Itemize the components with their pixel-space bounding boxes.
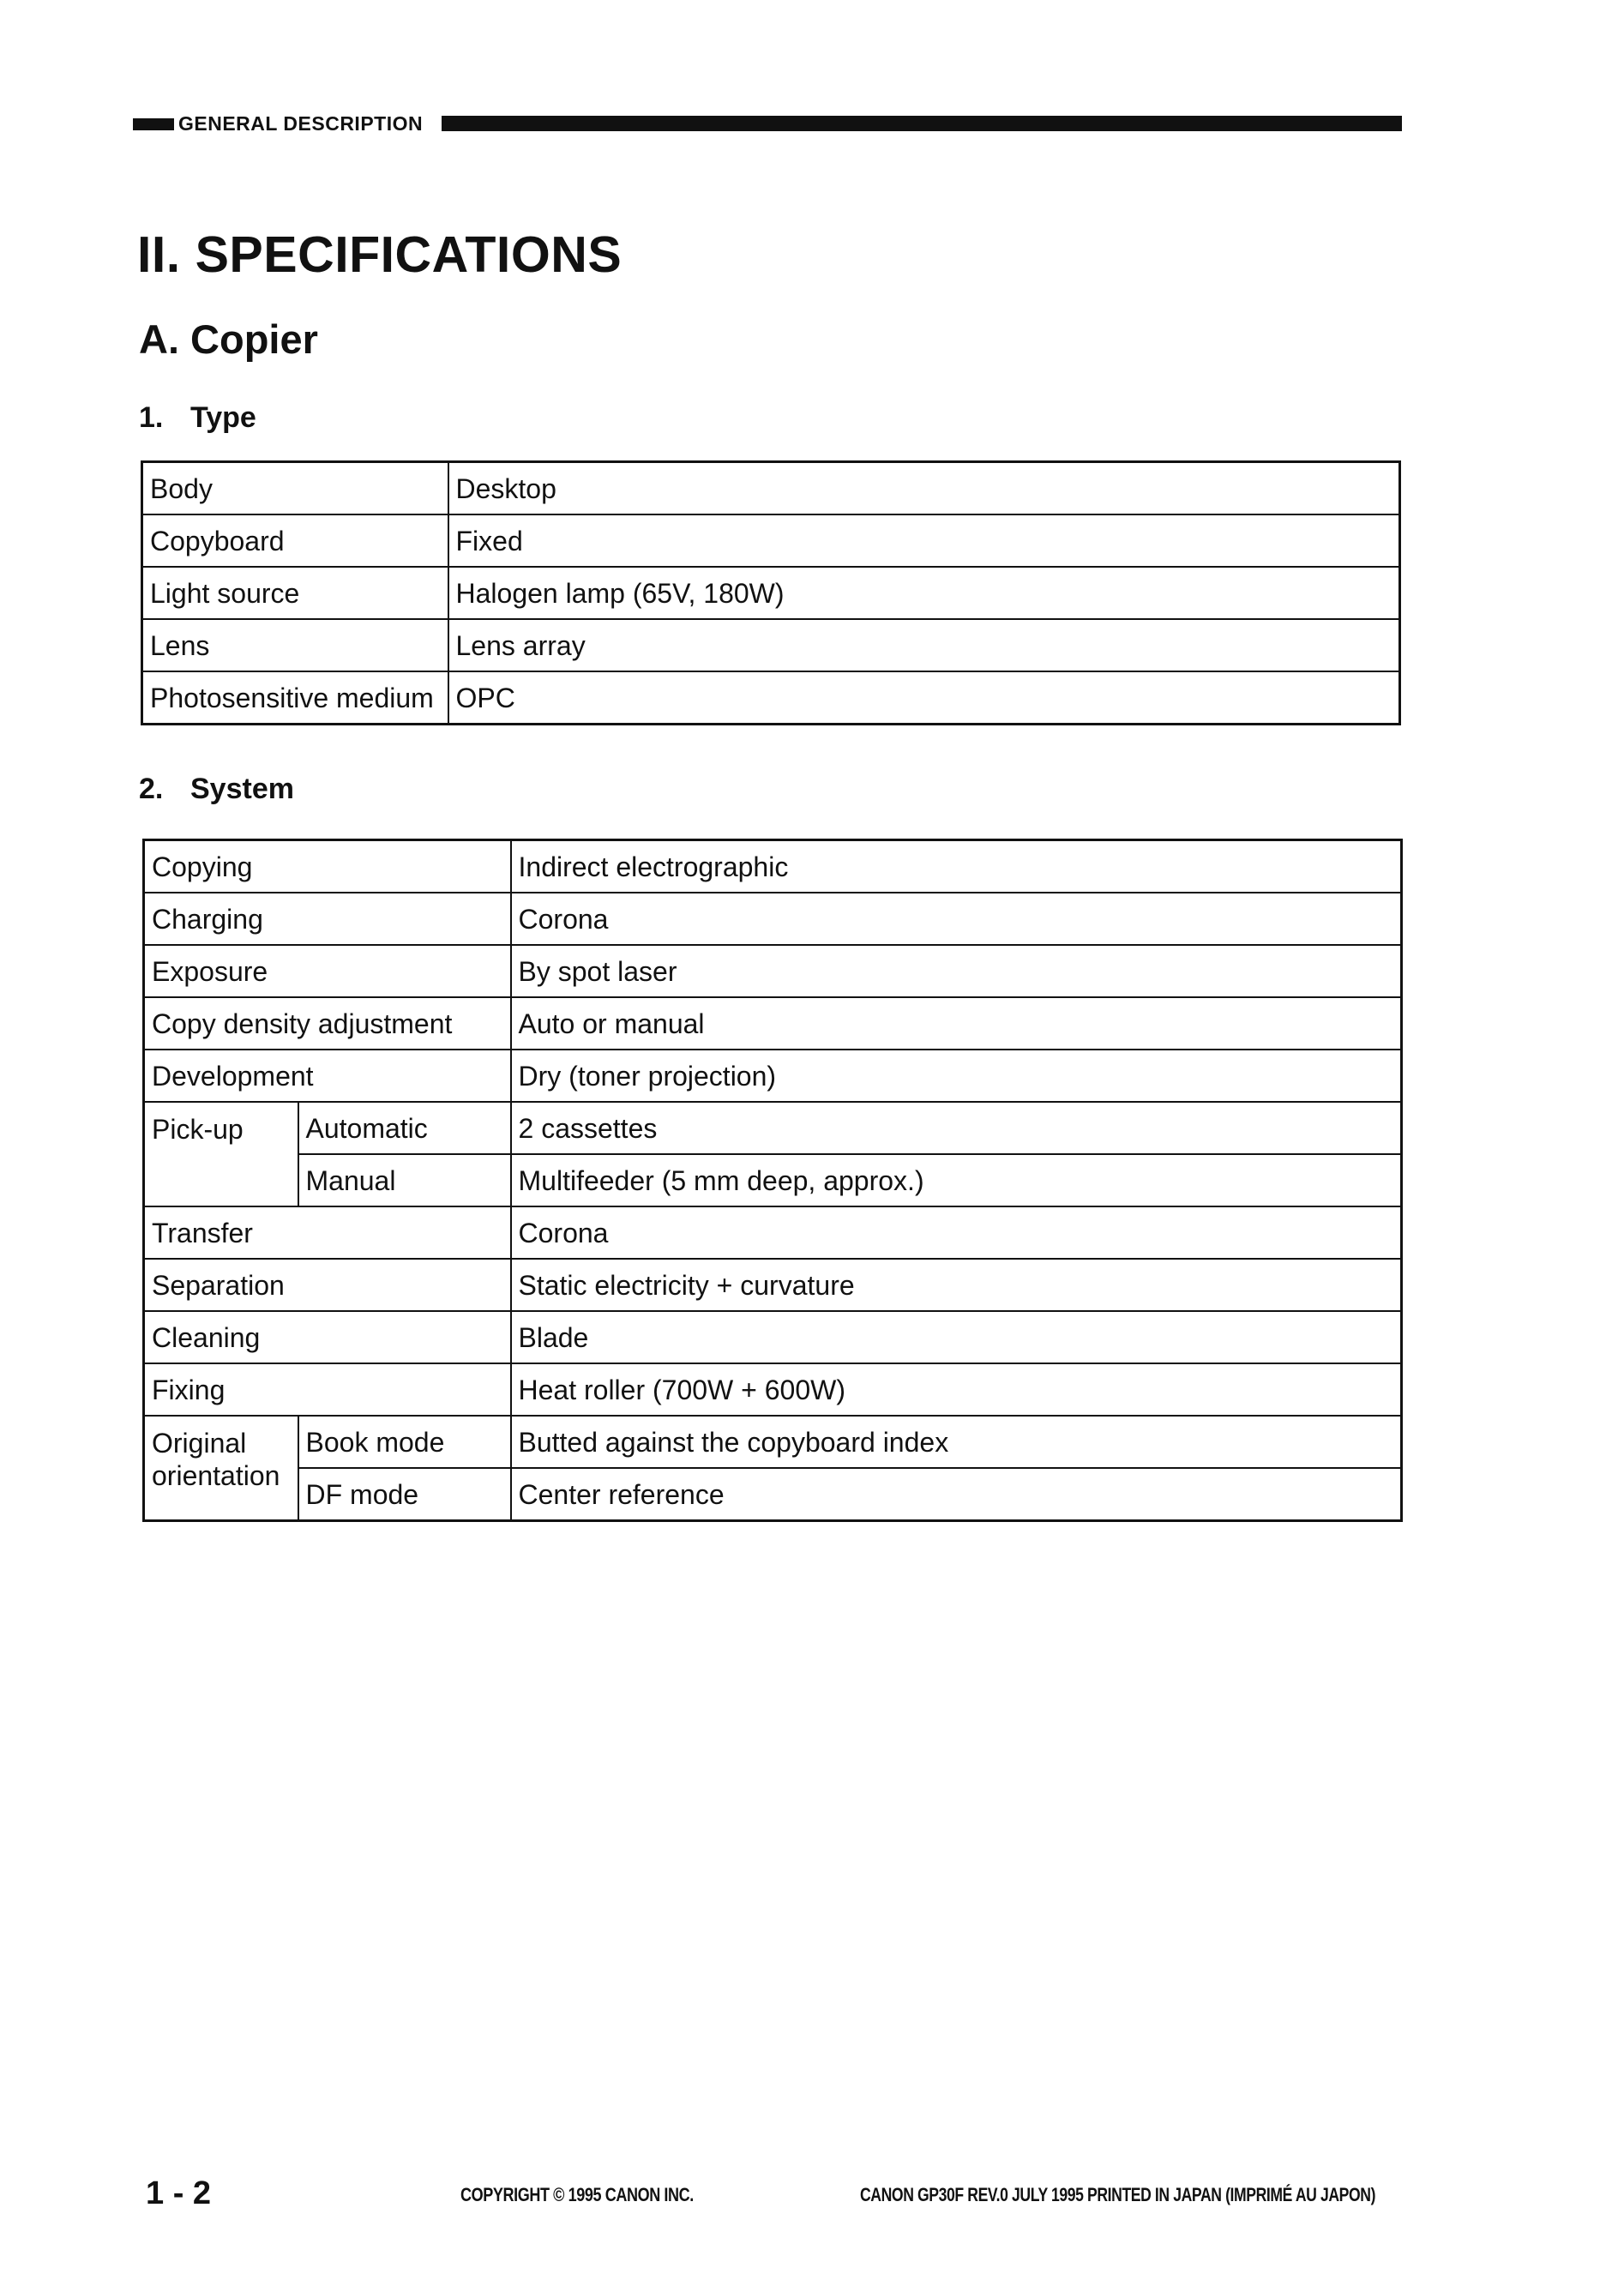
system-label: Transfer xyxy=(144,1206,511,1259)
system-value: Corona xyxy=(511,1206,1402,1259)
type-value: Lens array xyxy=(448,619,1400,671)
system-label: Copying xyxy=(144,840,511,893)
table-row xyxy=(144,840,1402,893)
heading-system-number: 2. xyxy=(139,773,164,805)
system-value: By spot laser xyxy=(511,945,1402,997)
system-sublabel: Automatic xyxy=(298,1102,511,1154)
system-table xyxy=(142,839,1403,1522)
table-row xyxy=(144,1416,1402,1468)
table-row xyxy=(144,1102,1402,1154)
type-label: Copyboard xyxy=(142,514,448,567)
system-value: Heat roller (700W + 600W) xyxy=(511,1363,1402,1416)
heading-type-number: 1. xyxy=(139,401,164,434)
system-value: 2 cassettes xyxy=(511,1102,1402,1154)
system-value: Butted against the copyboard index xyxy=(511,1416,1402,1468)
table-row xyxy=(144,893,1402,945)
heading-system-text: System xyxy=(190,773,294,805)
system-sublabel: DF mode xyxy=(298,1468,511,1521)
header-lead-bar xyxy=(133,118,174,130)
page-number: 1 - 2 xyxy=(146,2175,212,2211)
table-row xyxy=(144,1206,1402,1259)
section-header xyxy=(133,112,1402,135)
system-value: Blade xyxy=(511,1311,1402,1363)
system-label: Separation xyxy=(144,1259,511,1311)
system-label: Cleaning xyxy=(144,1311,511,1363)
page-title: II. SPECIFICATIONS xyxy=(137,226,623,283)
table-row xyxy=(142,567,1400,619)
table-row xyxy=(144,1259,1402,1311)
heading-type-text: Type xyxy=(190,401,256,434)
system-label-group: Original orientation xyxy=(144,1416,298,1521)
type-label: Photosensitive medium xyxy=(142,671,448,725)
system-value: Multifeeder (5 mm deep, approx.) xyxy=(511,1154,1402,1206)
system-label: Copy density adjustment xyxy=(144,997,511,1050)
heading-type xyxy=(139,400,256,435)
header-label: GENERAL DESCRIPTION xyxy=(178,112,424,135)
system-value: Indirect electrographic xyxy=(511,840,1402,893)
type-label: Lens xyxy=(142,619,448,671)
type-label: Light source xyxy=(142,567,448,619)
type-value: Desktop xyxy=(448,462,1400,515)
table-row xyxy=(144,1468,1402,1521)
system-value: Dry (toner projection) xyxy=(511,1050,1402,1102)
copyright-notice: COPYRIGHT © 1995 CANON INC. xyxy=(460,2184,694,2205)
type-value: Halogen lamp (65V, 180W) xyxy=(448,567,1400,619)
table-row xyxy=(144,1311,1402,1363)
table-row xyxy=(142,462,1400,515)
system-label-group: Pick-up xyxy=(144,1102,298,1206)
type-value: Fixed xyxy=(448,514,1400,567)
heading-system xyxy=(139,772,294,806)
table-row xyxy=(142,619,1400,671)
table-row xyxy=(142,671,1400,725)
header-rule xyxy=(442,116,1402,131)
system-sublabel: Book mode xyxy=(298,1416,511,1468)
system-value: Auto or manual xyxy=(511,997,1402,1050)
table-row xyxy=(142,514,1400,567)
system-label: Fixing xyxy=(144,1363,511,1416)
system-label: Charging xyxy=(144,893,511,945)
table-row xyxy=(144,1050,1402,1102)
system-value: Static electricity + curvature xyxy=(511,1259,1402,1311)
table-row xyxy=(144,945,1402,997)
section-subtitle: A. Copier xyxy=(139,316,318,362)
table-row xyxy=(144,997,1402,1050)
system-value: Corona xyxy=(511,893,1402,945)
system-sublabel: Manual xyxy=(298,1154,511,1206)
print-info: CANON GP30F REV.0 JULY 1995 PRINTED IN JAPAN (IMPRIMÉ AU JAPON) xyxy=(860,2184,1376,2205)
table-row xyxy=(144,1154,1402,1206)
type-table xyxy=(141,460,1401,725)
type-value: OPC xyxy=(448,671,1400,725)
system-label: Development xyxy=(144,1050,511,1102)
system-value: Center reference xyxy=(511,1468,1402,1521)
type-label: Body xyxy=(142,462,448,515)
system-label: Exposure xyxy=(144,945,511,997)
table-row xyxy=(144,1363,1402,1416)
